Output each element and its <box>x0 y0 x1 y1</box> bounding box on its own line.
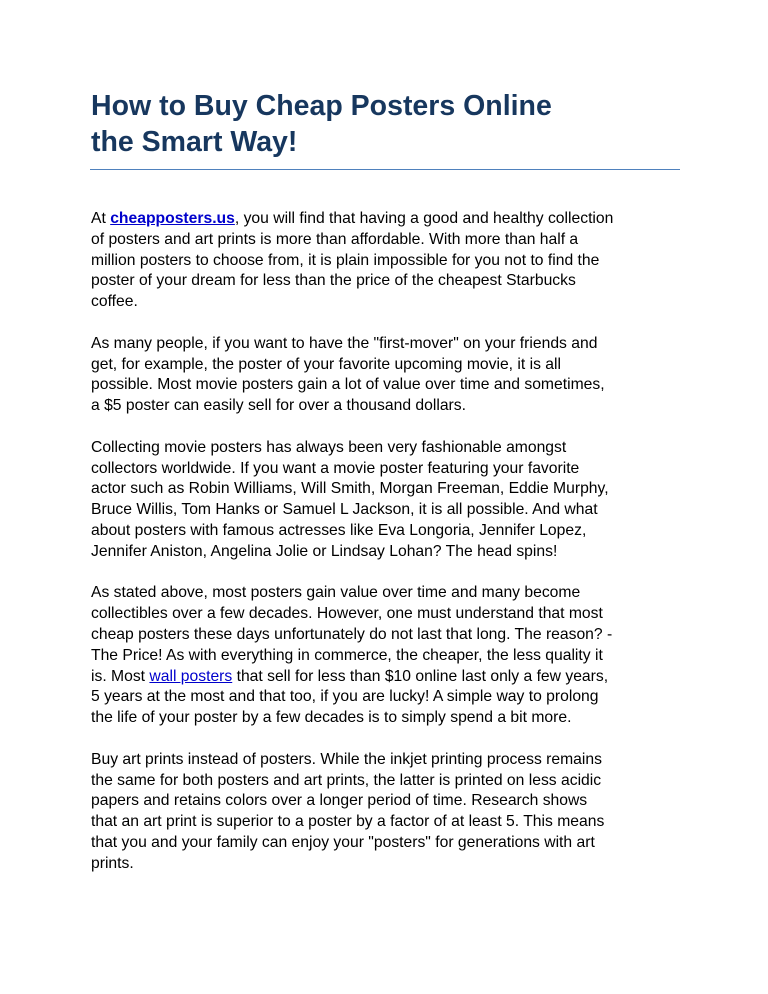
paragraph-1-lead: At <box>91 210 111 227</box>
paragraph-1 <box>91 209 691 313</box>
wall-posters-link[interactable]: wall posters <box>149 667 233 685</box>
title-divider <box>90 169 680 170</box>
paragraph-4-lead: As stated above, most posters gain value over time and many become collectibles over a few decades. However, one must understand that most cheap posters these days unfortunately do not last that long. The reason? - The Price! As with everything in commerce, the cheaper, the less quality it is. Most <box>91 584 613 685</box>
cheapposters-link[interactable]: cheapposters.us <box>110 210 235 227</box>
paragraph-5: Buy art prints instead of posters. While the inkjet printing process remains the same for both posters and art prints, the latter is printed on less acidic papers and retains colors over a longer period of time. Research shows that an art print is superior to a poster by a factor of at least 5. This means that you and your family can enjoy your "posters" for generations with art prints. <box>91 750 605 872</box>
paragraph-4-rest: that sell for less than $10 online last only a few years, 5 years at the most and that too, if you are lucky! A simple way to prolong the life of your poster by a few decades is to simply spend a bit more. <box>91 667 609 727</box>
article-body <box>91 209 691 895</box>
paragraph-1-rest: , you will find that having a good and healthy collection of posters and art prints is more than affordable. With more than half a million posters to choose from, it is plain impossible for you not to find the poster of your dream for less than the price of the cheapest Starbucks coffee. <box>91 210 614 311</box>
paragraph-2: As many people, if you want to have the "first-mover" on your friends and get, for example, the poster of your favorite upcoming movie, it is all possible. Most movie posters gain a lot of value over time and sometimes, a $5 poster can easily sell for over a thousand dollars. <box>91 334 605 415</box>
paragraph-4 <box>91 583 691 729</box>
paragraph-3: Collecting movie posters has always been very fashionable amongst collectors worldwide. If you want a movie poster featuring your favorite actor such as Robin Williams, Will Smith, Morgan Freeman, Eddie Murphy, Bruce Willis, Tom Hanks or Samuel L Jackson, it is all possible. And what about posters with famous actresses like Eva Longoria, Jennifer Lopez, Jennifer Aniston, Angelina Jolie or Lindsay Lohan? The head spins! <box>91 438 609 560</box>
page-title: How to Buy Cheap Posters Online the Smart Way! <box>91 90 552 158</box>
